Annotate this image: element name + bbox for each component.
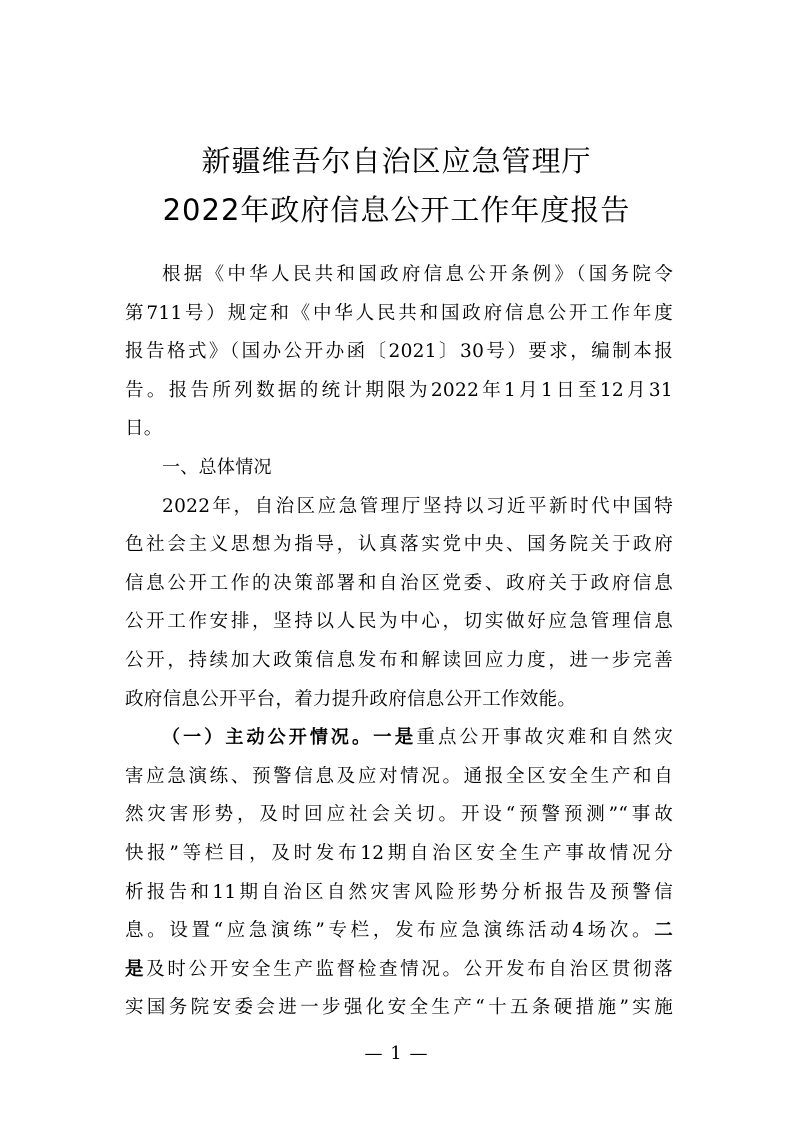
subsection-line: 实国务院安委会进一步强化安全生产“十五条硬措施”实施: [125, 997, 673, 1019]
subsection-line: [125, 912, 673, 951]
intro-line: 第711号）规定和《中华人民共和国政府信息公开工作年度: [125, 302, 673, 324]
section-paragraph-line: 公开，持续加大政策信息发布和解读回应力度，进一步完善: [125, 649, 673, 671]
subsection-heading: （一）主动公开情况。: [162, 727, 374, 749]
point-label: 二: [654, 920, 673, 942]
document-title-line2: 2022年政府信息公开工作年度报告: [162, 193, 631, 227]
subsection-line: 然灾害形势，及时回应社会关切。开设“预警预测”“事故: [125, 804, 673, 826]
subsection-line: 害应急演练、预警信息及应对情况。通报全区安全生产和自: [125, 765, 673, 787]
subsection-line: 快报”等栏目，及时发布12期自治区安全生产事故情况分: [125, 842, 673, 864]
subsection-text: 及时公开安全生产监督检查情况。公开发布自治区贯彻落: [146, 958, 673, 980]
page-number: — 1 —: [364, 1043, 429, 1064]
intro-line: 日。: [125, 418, 163, 440]
point-label: 一是: [373, 727, 417, 749]
section-heading: 一、总体情况: [162, 456, 272, 478]
subsection-text: 重点公开事故灾难和自然灾: [416, 727, 673, 749]
intro-line: 告。报告所列数据的统计期限为2022年1月1日至12月31: [125, 379, 673, 401]
intro-line: 根据《中华人民共和国政府信息公开条例》（国务院令: [162, 264, 673, 285]
subsection-first-line: [125, 719, 673, 758]
subsection-text: 息。设置“应急演练”专栏，发布应急演练活动4场次。: [125, 920, 655, 942]
section-paragraph-line: 信息公开工作的决策部署和自治区党委、政府关于政府信息: [125, 572, 673, 594]
document-title-line1: 新疆维吾尔自治区应急管理厅: [201, 144, 592, 178]
section-paragraph-line: 2022年，自治区应急管理厅坚持以习近平新时代中国特: [162, 495, 673, 517]
section-paragraph-line: 公开工作安排，坚持以人民为中心，切实做好应急管理信息: [125, 611, 673, 633]
subsection-line: [125, 951, 673, 990]
section-paragraph-line: 色社会主义思想为指导，认真落实党中央、国务院关于政府: [125, 534, 673, 556]
intro-line: 报告格式》（国办公开办函〔2021〕30号）要求，编制本报: [125, 341, 673, 363]
point-label: 是: [125, 958, 147, 980]
document-body: [125, 256, 673, 1028]
subsection-line: 析报告和11期自治区自然灾害风险形势分析报告及预警信: [125, 881, 673, 903]
section-paragraph-line: 政府信息公开平台，着力提升政府信息公开工作效能。: [125, 688, 577, 710]
